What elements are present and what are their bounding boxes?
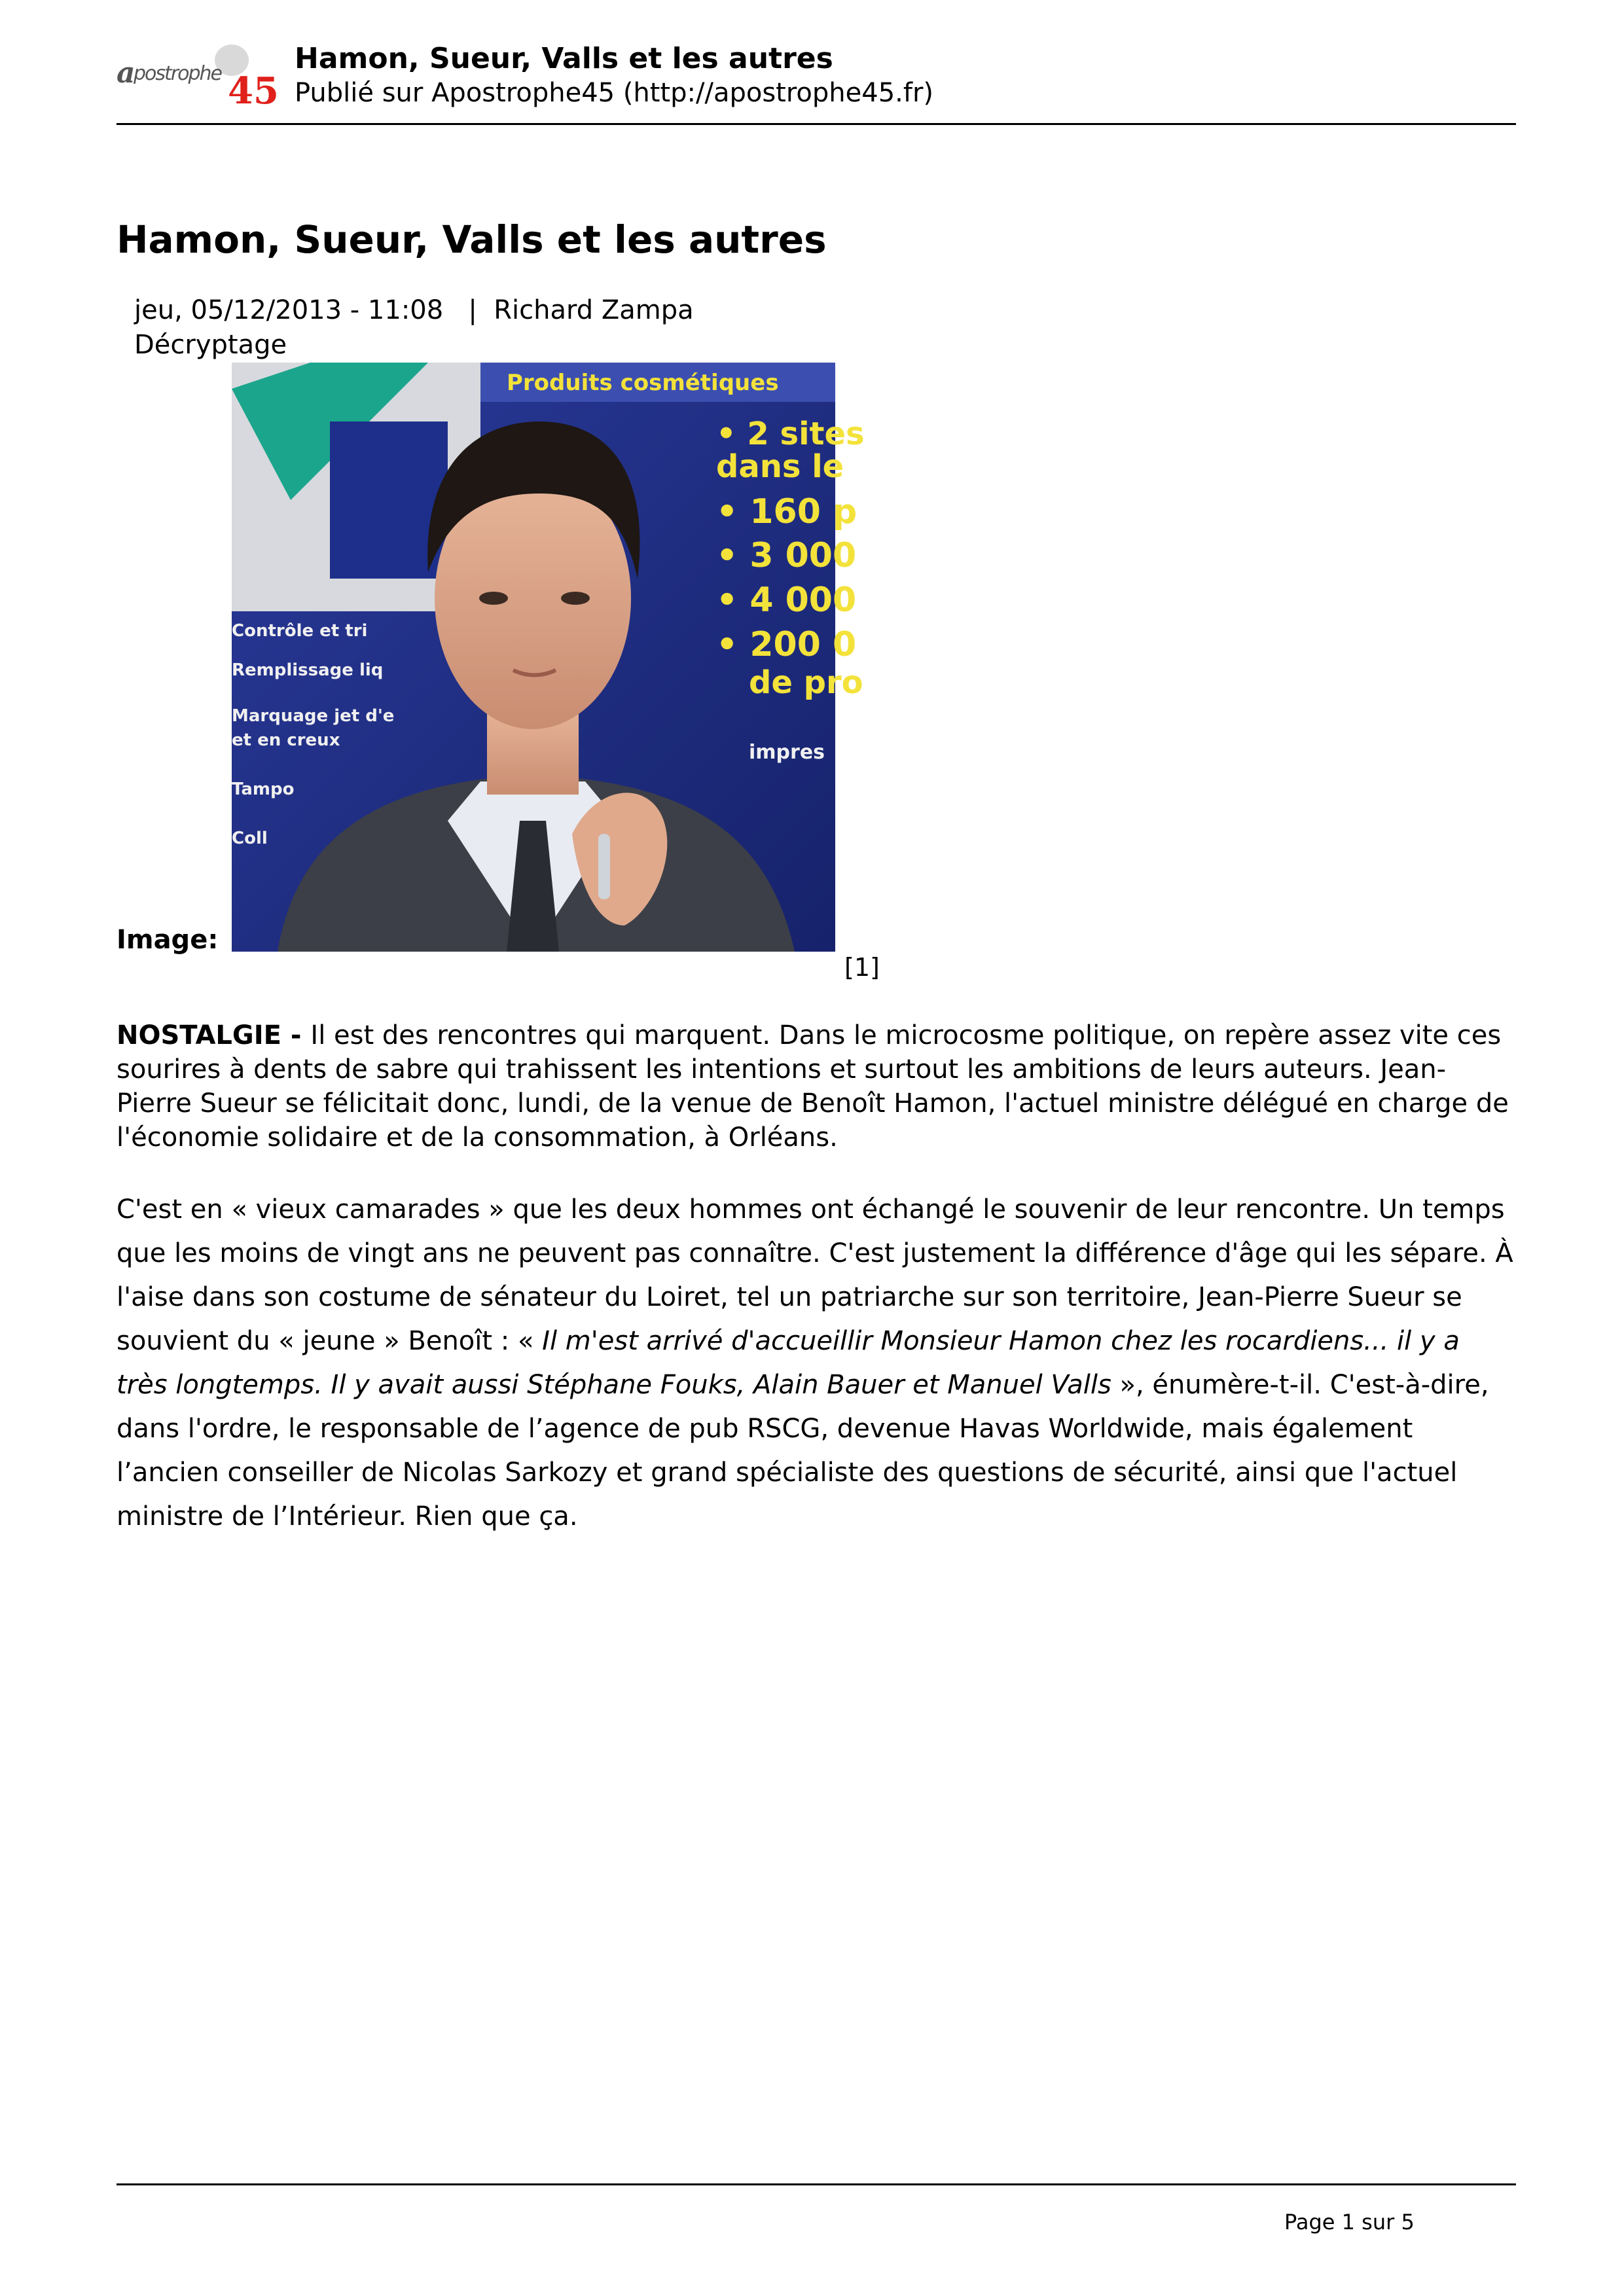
article-lead bbox=[117, 1018, 1517, 1155]
paragraph-quote: Il m'est arrivé d'accueillir Monsieur Hamon chez les rocardiens... il y a très longtemps. Il y avait aussi Stéphane Fouks, Alain Bauer et Manuel Valls bbox=[117, 1326, 1460, 1400]
photo-sign-text: Coll bbox=[232, 829, 268, 848]
page-header bbox=[117, 41, 1517, 124]
article-paragraph bbox=[117, 1188, 1517, 1539]
photo-sign-text: • 200 0 bbox=[716, 625, 857, 664]
article-photo-illustration bbox=[232, 363, 865, 952]
image-label: Image: bbox=[117, 925, 219, 955]
header-title: Hamon, Sueur, Valls et les autres bbox=[295, 42, 833, 75]
header-subtitle: Publié sur Apostrophe45 (http://apostrophe45.fr) bbox=[295, 78, 933, 108]
photo-sign-text: Remplissage liq bbox=[232, 660, 384, 680]
photo-sign-text: Tampo bbox=[232, 780, 295, 799]
photo-sign-text: Marquage jet d'e bbox=[232, 706, 395, 726]
footer-divider bbox=[117, 2183, 1516, 2185]
svg-text:45: 45 bbox=[228, 69, 279, 113]
article-meta: jeu, 05/12/2013 - 11:08 | Richard Zampa bbox=[134, 295, 694, 325]
svg-text:a: a bbox=[117, 56, 135, 90]
photo-sign-text: • 3 000 bbox=[716, 536, 857, 575]
article-photo[interactable] bbox=[232, 363, 865, 952]
header-divider bbox=[117, 123, 1516, 125]
paragraph-text: C'est en « vieux camarades » que les deux hommes ont échangé le souvenir de leur rencontre. Un temps que les moins de vingt ans ne peuvent pas connaître. C'est justement la différence d'âge qui les sépare. À l'aise dans son costume de sénateur du Loiret, tel un patriarche sur son territoire, Jean-Pierre Sueur se souvient du « jeune » Benoît : « bbox=[117, 1194, 1513, 1356]
photo-sign-text: Contrôle et tri bbox=[232, 621, 368, 641]
photo-sign-text: • 160 p bbox=[716, 492, 857, 531]
page-number: Page 1 sur 5 bbox=[1284, 2210, 1415, 2234]
photo-sign-text: et en creux bbox=[232, 730, 340, 750]
photo-sign-text: • 4 000 bbox=[716, 581, 857, 620]
article-title: Hamon, Sueur, Valls et les autres bbox=[117, 217, 827, 262]
apostrophe45-logo bbox=[117, 41, 281, 113]
paragraph-text-end: », énumère-t-il. C'est-à-dire, dans l'ordre, le responsable de l’agence de pub RSCG, devenue Havas Worldwide, mais également l’ancien conseiller de Nicolas Sarkozy et grand spécialiste des questions de sécurité, ainsi que l'actuel ministre de l’Intérieur. Rien que ça. bbox=[117, 1370, 1489, 1532]
photo-sign-text: • 2 sites bbox=[716, 416, 865, 452]
svg-text:postrophe: postrophe bbox=[134, 62, 221, 85]
lead-label: NOSTALGIE - bbox=[117, 1020, 311, 1050]
lead-text: Il est des rencontres qui marquent. Dans le microcosme politique, on repère assez vite ces sourires à dents de sabre qui trahissent les intentions et surtout les ambitions de leurs auteurs. Jean-Pierre Sueur se félicitait donc, lundi, de la venue de Benoît Hamon, l'actuel ministre délégué en charge de l'économie solidaire et de la consommation, à Orléans. bbox=[117, 1020, 1509, 1153]
photo-sign-text: Produits cosmétiques bbox=[507, 370, 779, 396]
photo-sign-text: dans le bbox=[716, 448, 844, 485]
photo-sign-text: de pro bbox=[749, 664, 863, 701]
photo-sign-text: impres bbox=[749, 741, 825, 764]
image-footnote-link[interactable]: [1] bbox=[844, 953, 880, 982]
article-category[interactable]: Décryptage bbox=[134, 330, 287, 360]
